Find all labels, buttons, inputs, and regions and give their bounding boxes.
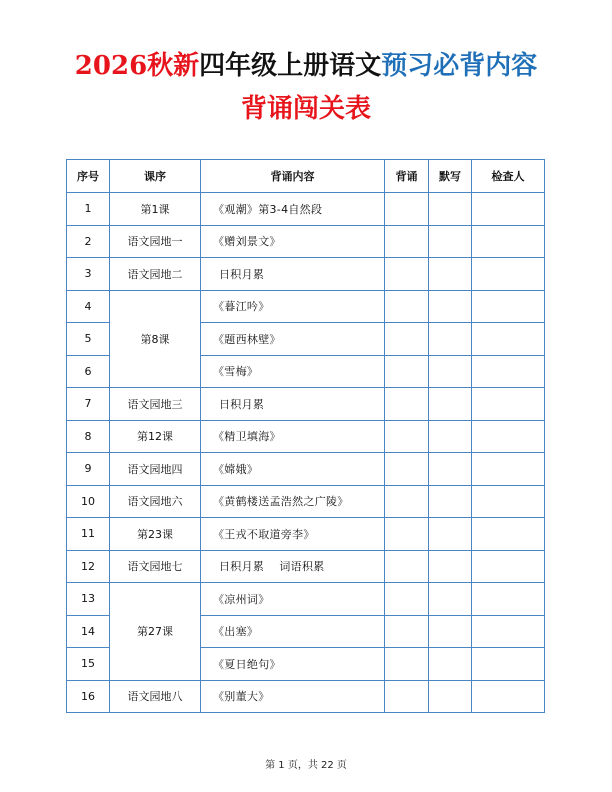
row-content: 《王戎不取道旁李》 — [201, 518, 385, 551]
dictation-check-cell[interactable] — [429, 518, 472, 551]
checker-cell[interactable] — [472, 648, 545, 681]
recite-check-cell[interactable] — [385, 550, 429, 583]
checker-cell[interactable] — [472, 258, 545, 291]
row-content: 日积月累 — [201, 258, 385, 291]
recite-check-cell[interactable] — [385, 583, 429, 616]
row-lesson: 语文园地八 — [110, 680, 201, 713]
dictation-check-cell[interactable] — [429, 225, 472, 258]
title-part-year: 2026秋新 — [74, 51, 200, 81]
row-content: 《赠刘景文》 — [201, 225, 385, 258]
row-content: 《雪梅》 — [201, 355, 385, 388]
table-row — [67, 258, 545, 291]
recite-check-cell[interactable] — [385, 290, 429, 323]
checker-cell[interactable] — [472, 193, 545, 226]
recite-check-cell[interactable] — [385, 518, 429, 551]
table-row — [67, 485, 545, 518]
checker-cell[interactable] — [472, 615, 545, 648]
row-lesson: 语文园地三 — [110, 388, 201, 421]
table-row — [67, 388, 545, 421]
row-number: 16 — [67, 680, 110, 713]
dictation-check-cell[interactable] — [429, 193, 472, 226]
dictation-check-cell[interactable] — [429, 355, 472, 388]
row-number: 15 — [67, 648, 110, 681]
checker-cell[interactable] — [472, 420, 545, 453]
recite-check-cell[interactable] — [385, 355, 429, 388]
table-row — [67, 420, 545, 453]
checker-cell[interactable] — [472, 453, 545, 486]
checker-cell[interactable] — [472, 388, 545, 421]
row-number: 6 — [67, 355, 110, 388]
row-number: 7 — [67, 388, 110, 421]
table-row — [67, 193, 545, 226]
row-number: 8 — [67, 420, 110, 453]
recite-check-cell[interactable] — [385, 485, 429, 518]
checker-cell[interactable] — [472, 680, 545, 713]
recite-check-cell[interactable] — [385, 323, 429, 356]
table-row — [67, 583, 545, 616]
checker-cell[interactable] — [472, 485, 545, 518]
row-number: 1 — [67, 193, 110, 226]
dictation-check-cell[interactable] — [429, 388, 472, 421]
header-lesson: 课序 — [110, 160, 201, 193]
checker-cell[interactable] — [472, 550, 545, 583]
row-number: 10 — [67, 485, 110, 518]
page-footer: 第 1 页，共 22 页 — [265, 760, 347, 771]
dictation-check-cell[interactable] — [429, 680, 472, 713]
recite-check-cell[interactable] — [385, 680, 429, 713]
header-dictation: 默写 — [429, 160, 472, 193]
row-number: 14 — [67, 615, 110, 648]
row-lesson: 第27课 — [110, 583, 201, 681]
title-part-grade: 四年级上册语文 — [199, 51, 382, 81]
recite-check-cell[interactable] — [385, 225, 429, 258]
row-lesson: 语文园地一 — [110, 225, 201, 258]
header-content: 背诵内容 — [201, 160, 385, 193]
row-lesson: 语文园地七 — [110, 550, 201, 583]
dictation-check-cell[interactable] — [429, 290, 472, 323]
table-header-row — [67, 160, 545, 193]
table-row — [67, 680, 545, 713]
row-lesson: 第8课 — [110, 290, 201, 388]
row-content: 《暮江吟》 — [201, 290, 385, 323]
header-number: 序号 — [67, 160, 110, 193]
recite-check-cell[interactable] — [385, 615, 429, 648]
checker-cell[interactable] — [472, 518, 545, 551]
row-content: 日积月累 — [201, 388, 385, 421]
checker-cell[interactable] — [472, 290, 545, 323]
header-recite: 背诵 — [385, 160, 429, 193]
title-part-subject: 预习必背内容 — [381, 51, 538, 81]
row-number: 2 — [67, 225, 110, 258]
checker-cell[interactable] — [472, 323, 545, 356]
row-number: 13 — [67, 583, 110, 616]
recite-check-cell[interactable] — [385, 258, 429, 291]
row-content: 《凉州词》 — [201, 583, 385, 616]
dictation-check-cell[interactable] — [429, 485, 472, 518]
table-row — [67, 225, 545, 258]
row-content: 《夏日绝句》 — [201, 648, 385, 681]
table-row — [67, 550, 545, 583]
recite-check-cell[interactable] — [385, 193, 429, 226]
row-content: 《黄鹤楼送孟浩然之广陵》 — [201, 485, 385, 518]
row-number: 5 — [67, 323, 110, 356]
row-content: 《嫦娥》 — [201, 453, 385, 486]
row-number: 9 — [67, 453, 110, 486]
checker-cell[interactable] — [472, 355, 545, 388]
row-content: 《别董大》 — [201, 680, 385, 713]
row-content: 《出塞》 — [201, 615, 385, 648]
table-row — [67, 518, 545, 551]
recite-check-cell[interactable] — [385, 388, 429, 421]
recite-check-cell[interactable] — [385, 420, 429, 453]
dictation-check-cell[interactable] — [429, 583, 472, 616]
row-content: 《题西林壁》 — [201, 323, 385, 356]
row-lesson: 第23课 — [110, 518, 201, 551]
row-content: 《观潮》第3-4自然段 — [201, 193, 385, 226]
header-checker: 检查人 — [472, 160, 545, 193]
row-number: 3 — [67, 258, 110, 291]
row-number: 12 — [67, 550, 110, 583]
dictation-check-cell[interactable] — [429, 550, 472, 583]
recitation-table — [66, 159, 545, 713]
checker-cell[interactable] — [472, 225, 545, 258]
row-content: 《精卫填海》 — [201, 420, 385, 453]
recite-check-cell[interactable] — [385, 648, 429, 681]
row-lesson: 语文园地二 — [110, 258, 201, 291]
dictation-check-cell[interactable] — [429, 258, 472, 291]
page-title — [0, 48, 612, 84]
table-row — [67, 290, 545, 323]
dictation-check-cell[interactable] — [429, 420, 472, 453]
row-lesson: 第12课 — [110, 420, 201, 453]
row-lesson: 第1课 — [110, 193, 201, 226]
dictation-check-cell[interactable] — [429, 648, 472, 681]
table-row — [67, 453, 545, 486]
dictation-check-cell[interactable] — [429, 453, 472, 486]
recite-check-cell[interactable] — [385, 453, 429, 486]
checker-cell[interactable] — [472, 583, 545, 616]
row-number: 4 — [67, 290, 110, 323]
row-lesson: 语文园地四 — [110, 453, 201, 486]
dictation-check-cell[interactable] — [429, 323, 472, 356]
row-lesson: 语文园地六 — [110, 485, 201, 518]
row-content: 日积月累 词语积累 — [201, 550, 385, 583]
row-number: 11 — [67, 518, 110, 551]
page-subtitle: 背诵闯关表 — [240, 94, 371, 124]
dictation-check-cell[interactable] — [429, 615, 472, 648]
